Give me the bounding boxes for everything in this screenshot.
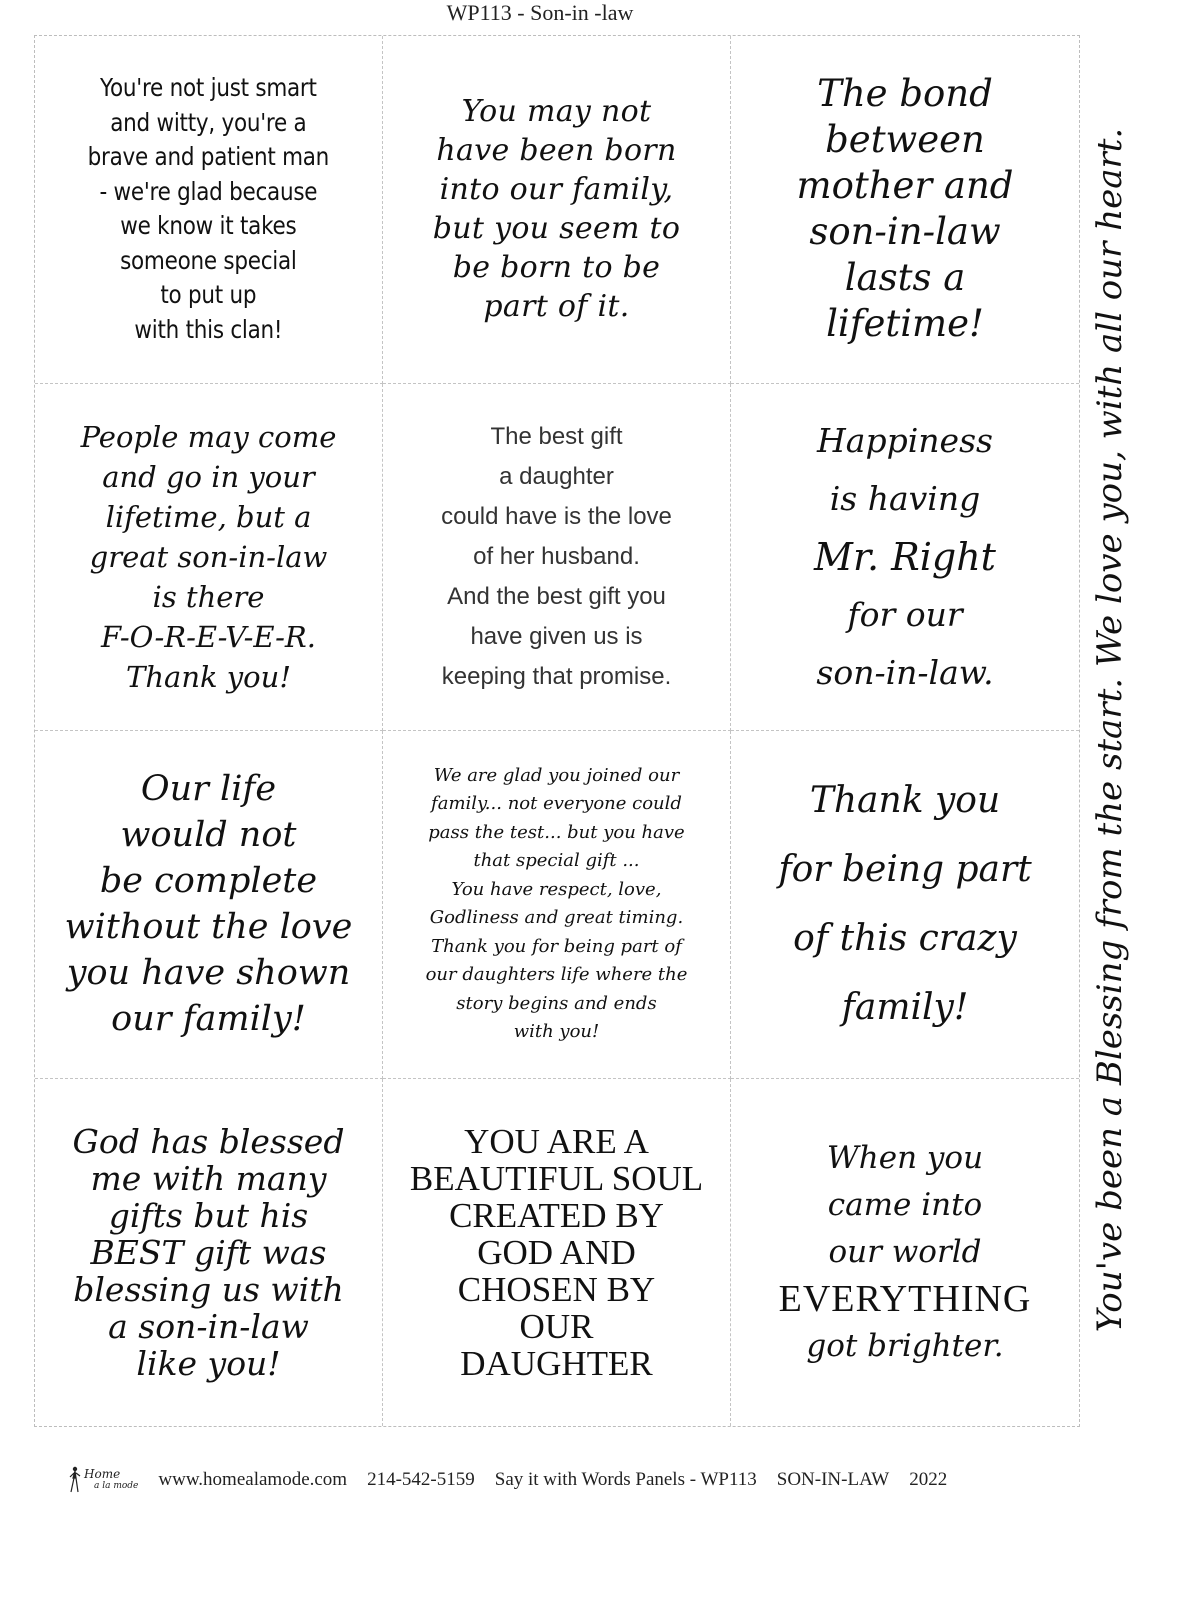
panel-line: would not: [120, 815, 297, 856]
panel-line: Godliness and great timing.: [429, 907, 684, 929]
panel-5: [383, 384, 731, 732]
panel-line: Mr. Right: [814, 534, 996, 579]
panel-line: CREATED BY: [449, 1195, 664, 1235]
panel-line: Thank you!: [126, 659, 291, 694]
panel-11-text: [410, 1123, 703, 1382]
panel-4-text: [81, 417, 337, 697]
panel-line: have been born: [436, 133, 677, 169]
footer: [68, 1460, 1028, 1500]
panel-line: YOU ARE A: [464, 1121, 649, 1161]
panel-line: we know it takes: [120, 211, 297, 241]
panel-2-text: [433, 92, 681, 326]
side-verse: You've been a Blessing from the start. We love you, with all our heart.: [1090, 127, 1130, 1333]
panel-line: F-O-R-E-V-E-R.: [101, 619, 316, 654]
panel-line: brave and patient man: [87, 142, 330, 172]
panel-line: pass the test... but you have: [428, 821, 685, 843]
panel-line: family... not everyone could: [431, 793, 682, 815]
panel-1-text: [88, 71, 329, 347]
panel-line: have given us is: [470, 622, 643, 650]
panel-line: You may not: [461, 94, 652, 130]
panel-line: We are glad you joined our: [433, 764, 680, 786]
brand-name: [84, 1468, 138, 1492]
panel-12: [731, 1079, 1079, 1427]
panel-line: And the best gift you: [447, 582, 666, 610]
panel-line: our daughters life where the: [425, 964, 688, 986]
panel-line: came into: [827, 1186, 983, 1223]
panel-line: with this clan!: [134, 314, 283, 344]
panel-line: be complete: [99, 861, 318, 902]
panel-6-text: [814, 412, 996, 702]
panel-line: of this crazy: [793, 918, 1017, 960]
panel-11: [383, 1079, 731, 1427]
panel-2: [383, 36, 731, 384]
panel-line: a daughter: [499, 462, 614, 490]
brand-line-2: a la mode: [94, 1481, 139, 1491]
footer-website: www.homealamode.com: [158, 1469, 348, 1490]
panel-line: with you!: [513, 1021, 600, 1043]
panel-line: like you!: [136, 1343, 281, 1383]
panel-line: God has blessed: [72, 1121, 345, 1161]
panel-line: son-in-law: [809, 210, 1001, 254]
panel-line: part of it.: [483, 289, 630, 325]
panel-3: [731, 36, 1079, 384]
panel-line: - we're glad because: [99, 176, 318, 206]
panel-line: without the love: [64, 907, 353, 948]
panel-9-text: [778, 766, 1031, 1042]
panel-line: and go in your: [102, 459, 315, 494]
panel-line: a son-in-law: [108, 1306, 309, 1346]
panel-line: blessing us with: [73, 1269, 344, 1309]
panel-line: me with many: [90, 1158, 327, 1198]
panel-10-text: [73, 1123, 345, 1382]
panel-5-text: [441, 417, 672, 697]
panel-line: You're not just smart: [100, 73, 317, 103]
panel-line: The bond: [817, 72, 993, 116]
footer-year: 2022: [909, 1469, 948, 1490]
brand-logo: [68, 1466, 138, 1494]
panel-line: got brighter.: [806, 1327, 1004, 1364]
panel-line: You have respect, love,: [451, 878, 662, 900]
panel-line: GOD AND: [477, 1232, 636, 1272]
panel-line: could have is the love: [441, 502, 672, 530]
panel-line: family!: [841, 987, 969, 1029]
panel-1: [35, 36, 383, 384]
sheet-title: WP113 - Son-in -law: [446, 0, 634, 25]
panel-line: be born to be: [452, 250, 661, 286]
panel-line: BEST gift was: [90, 1232, 327, 1272]
panel-8-text: [426, 762, 688, 1047]
panel-line: Thank you: [809, 780, 1001, 822]
panel-grid: [34, 35, 1080, 1427]
panel-line: into our family,: [439, 172, 674, 208]
panel-line: gifts but his: [108, 1195, 309, 1235]
panel-line: mother and: [796, 164, 1014, 208]
panel-line: but you seem to: [432, 211, 681, 247]
footer-phone: 214-542-5159: [367, 1469, 475, 1490]
panel-8: [383, 731, 731, 1079]
panel-line: is there: [152, 579, 265, 614]
panel-7: [35, 731, 383, 1079]
panel-line: BEAUTIFUL SOUL: [409, 1158, 704, 1198]
panel-7-text: [65, 766, 353, 1042]
panel-line: you have shown: [66, 953, 351, 994]
panel-line: lifetime!: [826, 302, 984, 346]
panel-line: The best gift: [490, 422, 623, 450]
panel-line: Happiness: [817, 420, 993, 460]
panel-line: our world: [828, 1233, 982, 1270]
panel-line: Thank you for being part of: [431, 935, 682, 957]
panel-10: [35, 1079, 383, 1427]
panel-line: of her husband.: [473, 542, 640, 570]
panel-line: and witty, you're a: [110, 107, 307, 137]
panel-line: lifetime, but a: [105, 499, 312, 534]
panel-line: Our life: [140, 769, 277, 810]
panel-line: People may come: [80, 419, 337, 454]
panel-line: EVERYTHING: [778, 1277, 1032, 1320]
panel-line: great son-in-law: [89, 539, 328, 574]
panel-line: lasts a: [844, 256, 966, 300]
footer-collection: Say it with Words Panels - WP113: [494, 1469, 757, 1490]
panel-line: for being part: [778, 849, 1032, 891]
panel-line: to put up: [160, 280, 257, 310]
panel-line: keeping that promise.: [441, 662, 672, 690]
panel-line: our family!: [111, 999, 306, 1040]
woman-figure-icon: [68, 1466, 82, 1494]
panel-9: [731, 731, 1079, 1079]
panel-12-text: [779, 1135, 1032, 1370]
panel-line: that special gift ...: [473, 850, 640, 872]
panel-line: CHOSEN BY: [457, 1269, 656, 1309]
panel-line: someone special: [120, 245, 297, 275]
panel-line: for our: [847, 594, 963, 634]
panel-line: When you: [826, 1139, 984, 1176]
panel-line: OUR: [519, 1306, 594, 1346]
panel-6: [731, 384, 1079, 732]
panel-line: story begins and ends: [456, 992, 657, 1014]
panel-line: between: [825, 118, 985, 162]
panel-3-text: [797, 71, 1014, 347]
panel-4: [35, 384, 383, 732]
panel-line: son-in-law.: [816, 652, 994, 692]
panel-line: is having: [829, 478, 981, 518]
panel-line: DAUGHTER: [460, 1343, 653, 1383]
footer-subject: SON-IN-LAW: [776, 1469, 890, 1490]
brand-line-1: Home: [84, 1467, 121, 1481]
